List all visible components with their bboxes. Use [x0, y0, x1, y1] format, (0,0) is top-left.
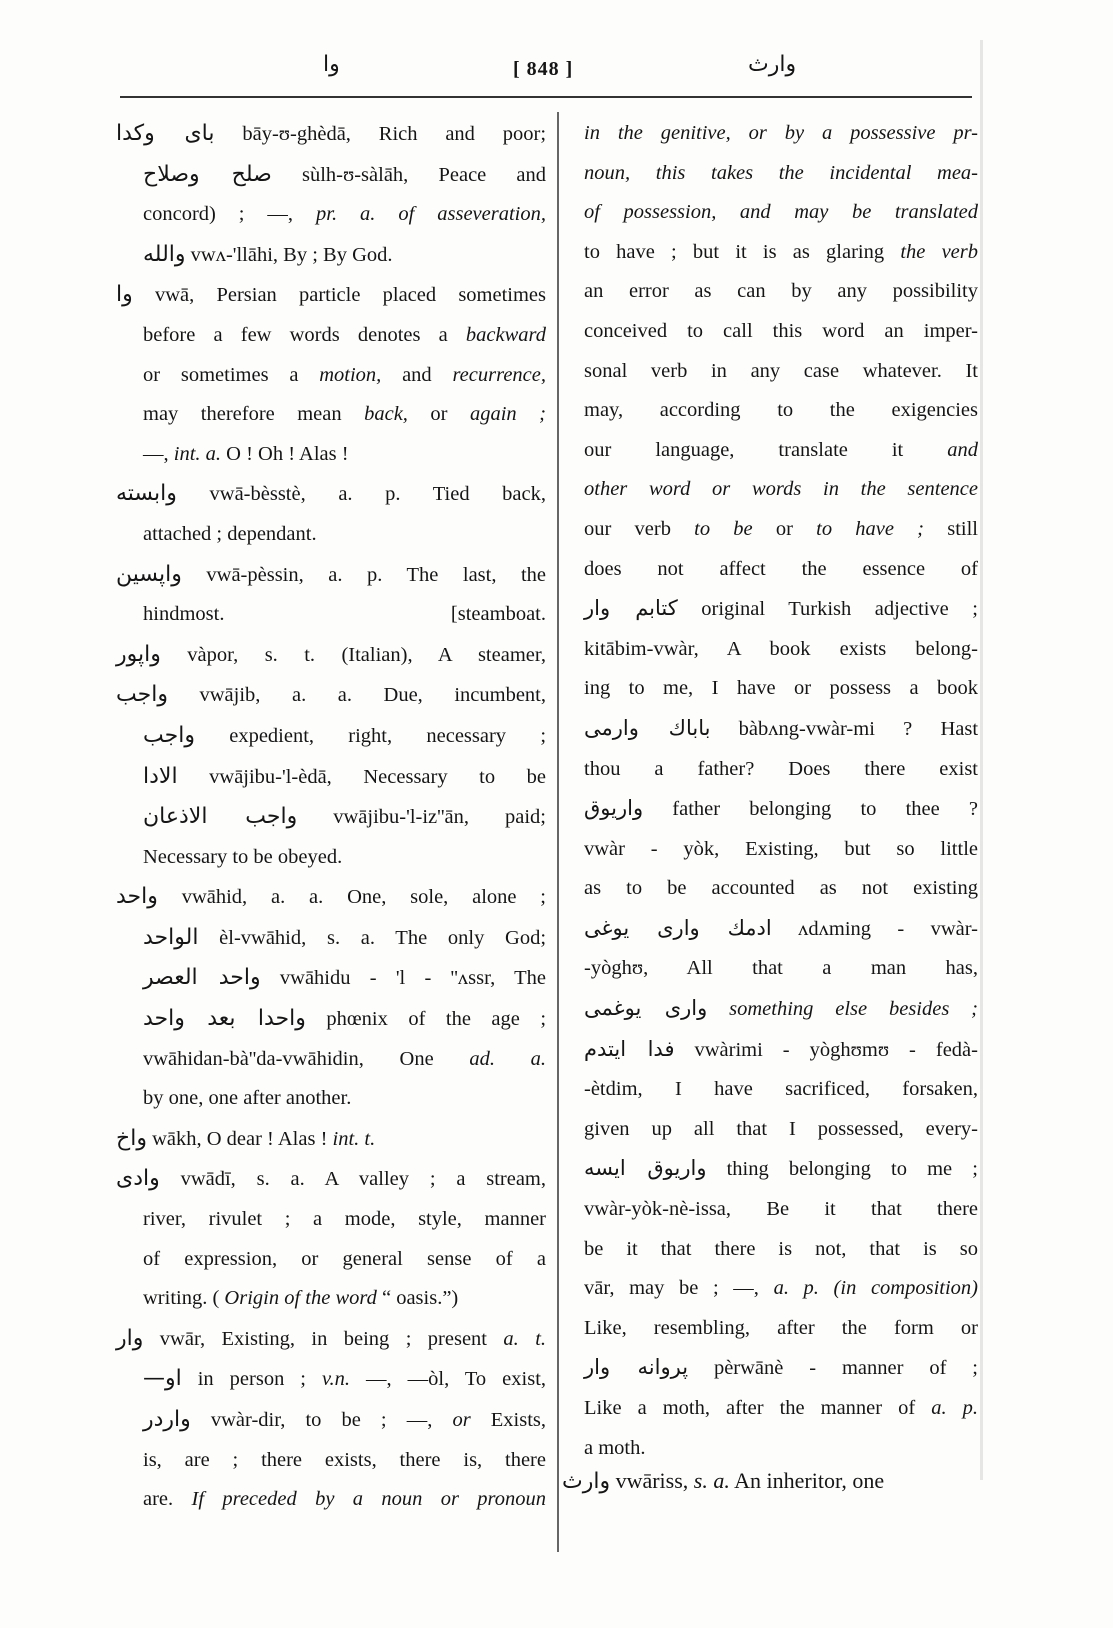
transliteration: vwā, [154, 284, 195, 307]
transliteration: vwàr-yòk-nè-issa, [584, 1198, 732, 1221]
text-line [116, 1279, 546, 1319]
italic-text: a. p. [931, 1397, 979, 1419]
text-line [584, 1030, 978, 1071]
italic-text: v.n. [321, 1368, 351, 1391]
text-line [584, 869, 978, 909]
arabic-word: واحد العصر [143, 965, 261, 991]
italic-text: pr. a. of asseveration, [316, 203, 546, 226]
text-line [584, 114, 978, 154]
text-line [584, 589, 978, 630]
transliteration: vwāhid, [181, 886, 248, 909]
arabic-word: وا [116, 282, 133, 308]
text-line [584, 154, 978, 194]
text-line [116, 918, 546, 959]
bottom-entry-translit: vwāriss, [615, 1468, 689, 1493]
text-segment: O ! Oh ! Alas ! [226, 442, 349, 465]
transliteration: vwā-pèssin, [206, 563, 304, 586]
header-rule [120, 96, 972, 98]
arabic-word: واپسين [116, 561, 182, 587]
text-line [584, 1190, 978, 1230]
text-line [584, 1269, 978, 1309]
text-line [116, 356, 546, 396]
text-segment: writing. ( [143, 1287, 220, 1310]
text-line [584, 1389, 978, 1429]
right-column [584, 114, 978, 1468]
text-segment: a. a. One, sole, alone ; [271, 886, 547, 909]
transliteration: pèrwānè - [713, 1357, 817, 1380]
text-segment: before a few words denotes a [143, 323, 466, 346]
arabic-word: باباك وارمى [584, 715, 711, 740]
text-segment: thing belonging to me ; [726, 1158, 978, 1181]
page-number: [ 848 ] [513, 58, 574, 80]
text-segment: as to be accounted as not existing [584, 877, 978, 900]
transliteration: vwāhidu - 'l - ''ʌssr, [279, 967, 496, 990]
column-divider [557, 112, 559, 1552]
text-segment: The [514, 967, 546, 990]
bottom-entry-text: An inheritor, one [729, 1468, 885, 1493]
transliteration: bāy-ʊ-ghèdā, [242, 123, 351, 145]
text-segment: a moth. [584, 1436, 646, 1459]
bottom-entry [562, 1468, 982, 1494]
text-line [584, 352, 978, 392]
arabic-word: فدا ايتدم [584, 1036, 675, 1061]
text-segment: Rich and poor; [378, 123, 547, 145]
italic-text: something else besides ; [729, 998, 979, 1021]
italic-text: of possession, and may be translated [584, 201, 978, 224]
text-segment: By God. [323, 243, 393, 266]
text-segment: s. a. The only God; [326, 926, 547, 949]
text-segment: river, rivulet ; a mode, style, manner [143, 1208, 546, 1231]
text-segment: original Turkish adjective ; [701, 598, 978, 621]
text-segment: a. p. The last, the [328, 563, 547, 586]
text-line [584, 233, 978, 273]
text-line [584, 1429, 978, 1469]
arabic-word: واجب [143, 722, 195, 748]
text-segment: may, according to the exigencies [584, 399, 978, 422]
text-segment: Existing, in being ; present [221, 1327, 487, 1350]
text-segment: Hast [940, 717, 979, 740]
text-line [116, 155, 546, 196]
text-segment: Necessary to be [363, 765, 547, 788]
transliteration: vwàrimi - yòghʊmʊ - fedà- [694, 1038, 978, 1061]
text-segment: Exists, [490, 1409, 547, 1431]
italic-text: in the genitive, or by a possessive pr- [584, 122, 978, 144]
italic-text: recurrence, [452, 363, 546, 386]
text-segment: to be ; —, [305, 1409, 453, 1431]
transliteration: -yòghʊ, [584, 957, 649, 980]
text-line [116, 675, 546, 716]
text-line [116, 1480, 546, 1520]
text-segment: concord) ; —, [143, 203, 317, 226]
text-segment: —, [143, 442, 174, 465]
arabic-word: واريوق ايسه [584, 1156, 707, 1181]
text-line [116, 1441, 546, 1481]
text-line [584, 550, 978, 590]
text-line [584, 709, 978, 750]
text-segment: be it that there is not, that is so [584, 1237, 978, 1260]
text-line [116, 595, 546, 635]
text-segment: paid; [505, 806, 546, 829]
text-segment: or sometimes a [143, 363, 320, 386]
italic-text: int. a. [173, 442, 222, 465]
text-segment: in person ; [197, 1368, 322, 1391]
text-segment: One [399, 1047, 434, 1070]
italic-text: and [947, 438, 978, 461]
text-segment: —, —òl, [366, 1368, 465, 1391]
transliteration: kitābim-vwàr, [584, 637, 699, 660]
text-segment: s. t. (Italian), A steamer, [264, 643, 547, 666]
italic-text: a. p. (in composition) [773, 1277, 978, 1300]
transliteration: sùlh-ʊ-sàlāh, [301, 163, 409, 186]
page-edge-shade [980, 40, 983, 1480]
text-line [584, 272, 978, 312]
text-line [116, 1040, 546, 1080]
text-segment: Peace and [438, 163, 547, 186]
text-segment: to have ; but it is as glaring [584, 240, 885, 263]
text-line [584, 391, 978, 431]
header-right-word: وارث [748, 52, 797, 77]
text-line [116, 114, 546, 155]
text-segment: Like, resembling, after the form or [584, 1316, 978, 1339]
text-line [116, 1359, 546, 1400]
transliteration: vwādī, [180, 1168, 236, 1191]
text-segment: hindmost. [143, 603, 225, 626]
text-line [584, 1110, 978, 1150]
arabic-word: واجب [116, 682, 168, 708]
transliteration: vār, [584, 1277, 615, 1300]
bottom-entry-arabic: وارث [562, 1469, 611, 1494]
arabic-word: كتابم وار [584, 596, 678, 621]
text-segment: by one, one after another. [143, 1087, 352, 1110]
text-segment: “ oasis.”) [381, 1287, 459, 1310]
arabic-word: واحدا بعد واحد [143, 1006, 306, 1032]
arabic-word: —او [143, 1366, 182, 1392]
transliteration: vwàr-dir, [210, 1409, 286, 1431]
text-segment: a. a. Due, incumbent, [291, 684, 546, 707]
arabic-word: واخ [116, 1125, 147, 1151]
text-line [116, 958, 546, 999]
arabic-word: وابسته [116, 481, 177, 507]
text-line [584, 510, 978, 550]
text-line [116, 474, 546, 515]
text-segment: father belonging to thee ? [672, 798, 978, 821]
text-segment: are. [143, 1488, 192, 1511]
arabic-word: پروانه وار [584, 1355, 689, 1380]
text-line [116, 555, 546, 596]
text-line [584, 669, 978, 709]
transliteration: ʌdʌming - vwàr- [798, 917, 979, 940]
text-segment: may be ; —, [629, 1277, 774, 1300]
arabic-word: وادى [116, 1166, 160, 1192]
transliteration: èl-vwāhid, [219, 926, 307, 949]
arabic-word: الواحد [143, 924, 199, 950]
italic-text: backward [465, 323, 546, 346]
text-line [584, 312, 978, 352]
text-segment: Necessary to be obeyed. [143, 845, 343, 868]
arabic-word: والله [143, 241, 186, 267]
bottom-entry-pos: s. a. [688, 1468, 730, 1493]
transliteration: vwājibu-'l-èdā, [209, 765, 332, 788]
text-line [116, 395, 546, 435]
text-segment: may therefore mean [143, 403, 365, 426]
text-line [584, 789, 978, 830]
text-segment: is, are ; there exists, there is, there [143, 1448, 546, 1471]
text-segment: ing to me, I have or possess a book [584, 677, 978, 700]
text-line [116, 1400, 546, 1441]
arabic-word: وار [116, 1325, 144, 1351]
transliteration: vwʌ-'llāhi, [190, 243, 279, 266]
text-line [116, 838, 546, 878]
text-segment: sonal verb in any case whatever. It [584, 359, 978, 382]
arabic-word: واجب الاذعان [143, 804, 298, 830]
text-segment: To exist, [464, 1368, 547, 1391]
text-line [584, 630, 978, 670]
text-segment: [steamboat. [450, 603, 546, 626]
text-segment: All that a man has, [686, 957, 979, 980]
italic-text: int. t. [332, 1127, 376, 1150]
text-line [584, 1149, 978, 1190]
text-segment: a. p. Tied back, [338, 483, 546, 506]
transliteration: vwājibu-'l-iz''ān, [333, 806, 469, 829]
text-line [584, 949, 978, 989]
text-segment: of expression, or general sense of a [143, 1247, 546, 1270]
arabic-word: الادا [143, 763, 178, 789]
text-line [584, 1230, 978, 1270]
transliteration: vwār, [159, 1327, 206, 1350]
arabic-word: بای وكدا [116, 121, 215, 146]
transliteration: vàpor, [187, 643, 239, 666]
text-line [116, 1200, 546, 1240]
transliteration: vwāhidan-bà''da-vwāhidin, [143, 1047, 364, 1070]
text-segment: still [947, 517, 978, 540]
text-line [584, 750, 978, 790]
text-segment: or [430, 403, 470, 426]
text-line [116, 1079, 546, 1119]
arabic-word: واحد [116, 884, 158, 910]
text-line [116, 635, 546, 676]
italic-text: Origin of the word [224, 1287, 377, 1310]
text-line [116, 716, 546, 757]
text-line [584, 909, 978, 950]
text-line [584, 830, 978, 870]
italic-text: back, [364, 403, 408, 426]
text-line [584, 193, 978, 233]
text-segment: A book exists belong- [726, 637, 978, 660]
arabic-word: واپور [116, 641, 161, 667]
text-segment: does not affect the essence of [584, 557, 978, 580]
arabic-word: وارى يوغمى [584, 996, 708, 1021]
italic-text: a. t. [503, 1327, 547, 1350]
italic-text: other word or words in the sentence [584, 478, 978, 501]
text-line [116, 1159, 546, 1200]
transliteration: bàbʌng-vwàr-mi ? [738, 717, 913, 740]
italic-text: ad. a. [469, 1047, 547, 1070]
text-line [584, 470, 978, 510]
text-segment: Persian particle placed sometimes [216, 284, 547, 307]
italic-text: again ; [469, 403, 546, 426]
text-segment: By ; [283, 243, 324, 266]
text-line [584, 1348, 978, 1389]
text-line [116, 1119, 546, 1160]
text-segment: attached ; dependant. [143, 522, 317, 545]
italic-text: to have ; [816, 517, 925, 540]
text-segment: Be it that there [766, 1198, 979, 1221]
text-segment: phœnix of the age ; [326, 1008, 547, 1031]
text-line [116, 999, 546, 1040]
text-line [116, 1240, 546, 1280]
left-column [116, 114, 546, 1520]
text-line [584, 989, 978, 1030]
arabic-word: واردر [143, 1407, 191, 1432]
text-line [116, 515, 546, 555]
text-line [116, 757, 546, 798]
transliteration: vwājib, [199, 684, 261, 707]
italic-text: the verb [900, 240, 978, 263]
transliteration: vwā-bèsstè, [209, 483, 306, 506]
page-header [118, 52, 970, 94]
text-line [116, 316, 546, 356]
text-segment: I have sacrificed, forsaken, [674, 1078, 979, 1101]
header-left-word: وا [323, 52, 340, 77]
text-segment: our language, translate it [584, 438, 948, 461]
text-segment: s. a. A valley ; a stream, [256, 1168, 546, 1191]
text-segment: manner of ; [841, 1357, 978, 1380]
italic-text: noun, this takes the incidental mea- [584, 161, 978, 184]
text-segment: given up all that I possessed, every- [584, 1117, 978, 1140]
text-line [116, 435, 546, 475]
arabic-word: صلح وصلاح [143, 161, 272, 187]
italic-text: motion, [319, 363, 382, 386]
text-line [116, 797, 546, 838]
text-segment: our verb [584, 517, 695, 540]
italic-text: or [452, 1409, 471, 1431]
text-line [584, 1309, 978, 1349]
text-segment: expedient, right, necessary ; [229, 724, 547, 747]
arabic-word: ادمك وارى يوغى [584, 915, 772, 940]
text-line [116, 877, 546, 918]
text-line [116, 275, 546, 316]
arabic-word: واريوق [584, 796, 644, 821]
text-segment: thou a father? Does there exist [584, 757, 978, 780]
transliteration: vwàr - yòk, [584, 837, 720, 860]
transliteration: -ètdim, [584, 1078, 643, 1101]
text-segment: an error as can by any possibility [584, 280, 978, 303]
text-segment: O dear ! Alas ! [206, 1127, 328, 1150]
text-segment: and [402, 363, 432, 386]
text-segment: conceived to call this word an imper- [584, 319, 978, 342]
text-segment: or [775, 517, 817, 540]
text-line [584, 431, 978, 471]
text-line [584, 1070, 978, 1110]
text-segment: Like a moth, after the manner of [584, 1397, 916, 1419]
italic-text: to be [694, 517, 753, 540]
text-line [116, 235, 546, 276]
italic-text: If preceded by a noun or pronoun [191, 1488, 546, 1511]
text-line [116, 1319, 546, 1360]
text-line [116, 195, 546, 235]
text-segment: Existing, but so little [745, 837, 978, 860]
transliteration: wākh, [152, 1127, 202, 1150]
